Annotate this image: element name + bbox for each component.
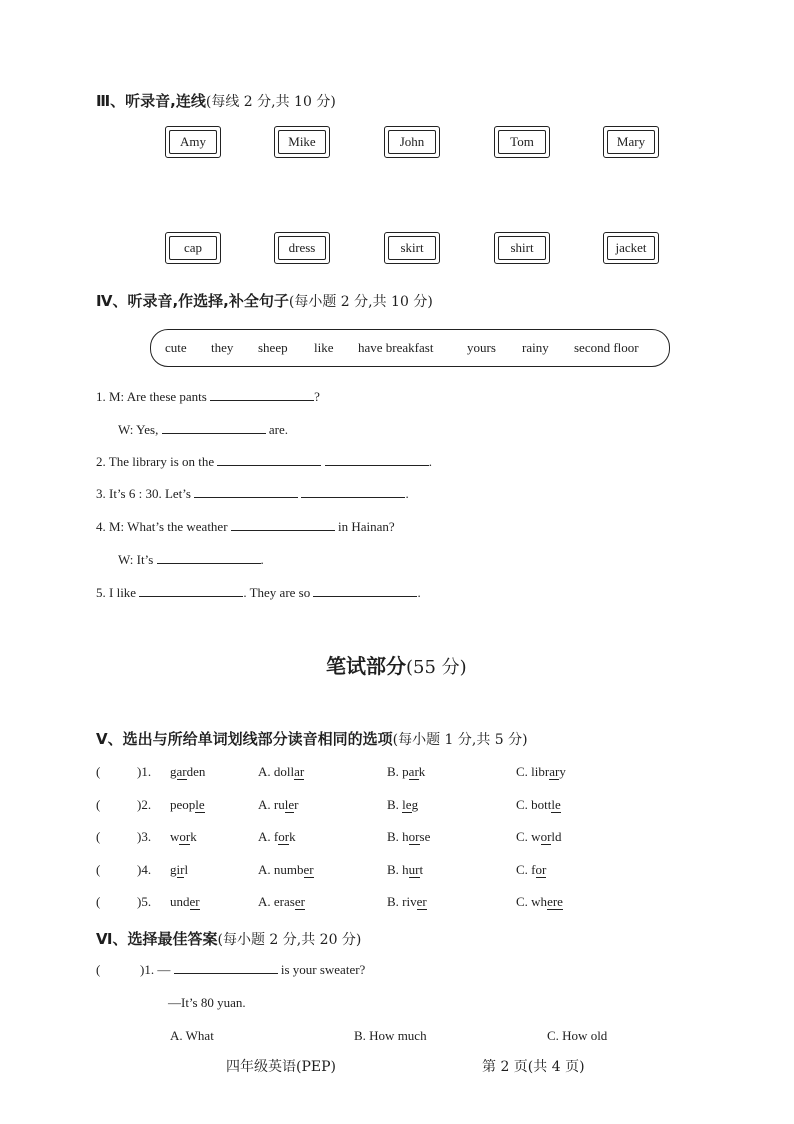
- word-part: w: [170, 829, 180, 844]
- name-box-mike: [274, 126, 330, 158]
- word-part: ld: [551, 829, 562, 844]
- footer-subject: 四年级英语(PEP): [226, 1059, 336, 1075]
- option-c[interactable]: C. How old: [547, 1028, 608, 1043]
- word-part: A. doll: [258, 764, 295, 779]
- option-a[interactable]: [258, 764, 304, 780]
- question-text: W: It’s: [118, 552, 154, 567]
- clothes-label: jacket: [607, 236, 655, 260]
- word-part: y: [559, 764, 566, 779]
- word-bank-item: like: [314, 340, 334, 355]
- section-6-note: (每小题 2 分,共 20 分): [217, 932, 362, 948]
- underlined-letters: ar: [408, 764, 419, 779]
- underlined-letters: er: [294, 894, 305, 909]
- option-a[interactable]: [258, 829, 296, 845]
- option-b[interactable]: B. How much: [354, 1028, 427, 1043]
- question-text: is your sweater?: [280, 962, 366, 977]
- clothes-label: dress: [278, 236, 326, 260]
- answer-blank[interactable]: [325, 454, 429, 466]
- question-4-1b: [118, 422, 288, 438]
- written-part-title-text: 笔试部分: [326, 654, 406, 678]
- given-word: [170, 764, 205, 780]
- word-bank-item: second floor: [574, 340, 639, 355]
- word-bank-item: cute: [165, 340, 187, 355]
- section-5-note: (每小题 1 分,共 5 分): [392, 732, 528, 748]
- name-box-amy: [165, 126, 221, 158]
- underlined-letters: ar: [294, 764, 305, 779]
- section-6-title: [96, 928, 361, 949]
- clothes-label: shirt: [498, 236, 546, 260]
- answer-paren[interactable]: (: [96, 894, 101, 909]
- given-word: [170, 894, 200, 910]
- option-b[interactable]: [387, 797, 418, 813]
- question-4-4b: [118, 552, 264, 568]
- option-c[interactable]: [516, 764, 566, 780]
- underlined-letters: ere: [547, 894, 563, 909]
- question-text: 2. The library is on the: [96, 454, 215, 469]
- word-part: k: [289, 829, 296, 844]
- word-bank-item: sheep: [258, 340, 288, 355]
- question-text: 5. I like: [96, 585, 137, 600]
- written-part-note: (55 分): [406, 657, 467, 678]
- name-label: John: [388, 130, 436, 154]
- word-part: A. eras: [258, 894, 295, 909]
- word-part: B.: [387, 797, 403, 812]
- name-box-tom: [494, 126, 550, 158]
- underlined-letters: ur: [408, 862, 420, 877]
- underlined-letters: or: [179, 829, 191, 844]
- answer-blank[interactable]: [231, 519, 335, 531]
- option-a[interactable]: [258, 894, 305, 910]
- word-part: l: [184, 862, 189, 877]
- name-label: Mary: [607, 130, 655, 154]
- answer-blank[interactable]: [162, 422, 266, 434]
- word-part: den: [186, 764, 206, 779]
- word-part: k: [418, 764, 426, 779]
- question-text: 1. M: Are these pants: [96, 389, 207, 404]
- clothes-label: skirt: [388, 236, 436, 260]
- question-4-3: [96, 486, 409, 502]
- question-text: .: [260, 552, 264, 567]
- clothes-box-jacket: [603, 232, 659, 264]
- question-4-1a: [96, 389, 320, 405]
- question-4-5: [96, 585, 421, 601]
- given-word: [170, 829, 197, 845]
- name-label: Mike: [278, 130, 326, 154]
- answer-paren[interactable]: (: [96, 962, 101, 977]
- name-label: Tom: [498, 130, 546, 154]
- answer-paren[interactable]: (: [96, 862, 101, 877]
- name-label: Amy: [169, 130, 217, 154]
- answer-blank[interactable]: [210, 389, 314, 401]
- option-a[interactable]: A. What: [170, 1028, 214, 1043]
- word-part: A. ru: [258, 797, 285, 812]
- question-text: . They are so: [243, 585, 311, 600]
- option-c[interactable]: [516, 894, 563, 910]
- option-c[interactable]: [516, 829, 562, 845]
- question-number: )3.: [137, 829, 152, 844]
- option-b[interactable]: [387, 862, 423, 878]
- word-part: C. libr: [516, 764, 550, 779]
- question-number: )2.: [137, 797, 152, 812]
- underlined-letters: ir: [176, 862, 185, 877]
- underlined-letters: ar: [549, 764, 560, 779]
- underlined-letters: er: [303, 862, 314, 877]
- underlined-letters: or: [278, 829, 290, 844]
- word-part: se: [419, 829, 431, 844]
- clothes-box-skirt: [384, 232, 440, 264]
- clothes-box-shirt: [494, 232, 550, 264]
- clothes-label: cap: [169, 236, 217, 260]
- underlined-letters: or: [540, 829, 552, 844]
- answer-blank[interactable]: [301, 486, 405, 498]
- word-part: k: [190, 829, 197, 844]
- underlined-letters: er: [416, 894, 427, 909]
- question-text: are.: [268, 422, 288, 437]
- word-part: B. p: [387, 764, 409, 779]
- option-b[interactable]: [387, 829, 430, 845]
- word-part: C. bott: [516, 797, 552, 812]
- written-part-title: [326, 650, 467, 679]
- section-3-title-text: Ⅲ、听录音,连线: [96, 92, 206, 110]
- question-text: W: Yes,: [118, 422, 159, 437]
- word-part: C. f: [516, 862, 536, 877]
- name-box-mary: [603, 126, 659, 158]
- section-4-note: (每小题 2 分,共 10 分): [288, 294, 433, 310]
- section-3-title: [96, 90, 336, 111]
- underlined-letters: or: [535, 862, 547, 877]
- section-4-title: [96, 290, 433, 311]
- answer-blank[interactable]: [217, 454, 321, 466]
- question-6-1: [140, 962, 365, 978]
- question-text: .: [417, 585, 421, 600]
- given-word: [170, 862, 188, 878]
- question-text: 3. It’s 6 : 30. Let’s: [96, 486, 191, 501]
- word-bank-item: have breakfast: [358, 340, 434, 355]
- word-part: t: [419, 862, 424, 877]
- word-part: B. riv: [387, 894, 417, 909]
- question-number: )1.: [137, 764, 152, 779]
- underlined-letters: le: [284, 797, 295, 812]
- option-a[interactable]: [258, 797, 298, 813]
- clothes-box-dress: [274, 232, 330, 264]
- section-6-title-text: Ⅵ、选择最佳答案: [96, 930, 218, 948]
- word-part: r: [294, 797, 299, 812]
- question-text: in Hainan?: [338, 519, 395, 534]
- question-number: )4.: [137, 862, 152, 877]
- section-5-title: [96, 728, 528, 749]
- underlined-letters: le: [402, 797, 412, 812]
- word-part: B. h: [387, 829, 409, 844]
- answer-paren[interactable]: (: [96, 764, 101, 779]
- option-b[interactable]: [387, 894, 427, 910]
- question-4-2: [96, 454, 432, 470]
- underlined-letters: er: [189, 894, 200, 909]
- section-4-title-text: Ⅳ、听录音,作选择,补全句子: [96, 292, 289, 310]
- word-bank-item: rainy: [522, 340, 549, 355]
- option-c[interactable]: [516, 797, 561, 813]
- word-part: A. numb: [258, 862, 304, 877]
- question-text: .: [405, 486, 409, 501]
- word-part: und: [170, 894, 190, 909]
- answer-blank[interactable]: [194, 486, 298, 498]
- word-bank-item: yours: [467, 340, 496, 355]
- section-5-title-text: Ⅴ、选出与所给单词划线部分读音相同的选项: [96, 730, 393, 748]
- underlined-letters: le: [551, 797, 561, 812]
- underlined-letters: or: [408, 829, 420, 844]
- question-text: )1. —: [140, 962, 171, 977]
- answer-paren[interactable]: (: [96, 797, 101, 812]
- answer-blank[interactable]: [139, 585, 243, 597]
- footer-page-number: 第 2 页(共 4 页): [482, 1059, 585, 1075]
- answer-blank[interactable]: [313, 585, 417, 597]
- given-word: [170, 797, 205, 813]
- section-3-note: (每线 2 分,共 10 分): [205, 94, 336, 110]
- question-6-1-reply: —It’s 80 yuan.: [168, 995, 246, 1010]
- question-4-4a: [96, 519, 395, 535]
- name-box-john: [384, 126, 440, 158]
- question-text: .: [428, 454, 432, 469]
- question-text: ?: [314, 389, 320, 404]
- option-a[interactable]: [258, 862, 314, 878]
- question-text: 4. M: What’s the weather: [96, 519, 228, 534]
- answer-paren[interactable]: (: [96, 829, 101, 844]
- answer-blank[interactable]: [157, 552, 261, 564]
- underlined-letters: le: [195, 797, 205, 812]
- word-part: B. h: [387, 862, 409, 877]
- question-number: )5.: [137, 894, 152, 909]
- word-part: A. f: [258, 829, 279, 844]
- word-part: g: [411, 797, 419, 812]
- option-c[interactable]: [516, 862, 546, 878]
- word-part: g: [170, 862, 177, 877]
- underlined-letters: ar: [176, 764, 187, 779]
- word-bank-item: they: [211, 340, 234, 355]
- clothes-box-cap: [165, 232, 221, 264]
- answer-blank[interactable]: [174, 962, 278, 974]
- word-part: C. w: [516, 829, 541, 844]
- word-part: g: [170, 764, 177, 779]
- option-b[interactable]: [387, 764, 425, 780]
- word-part: C. wh: [516, 894, 548, 909]
- word-part: peop: [170, 797, 196, 812]
